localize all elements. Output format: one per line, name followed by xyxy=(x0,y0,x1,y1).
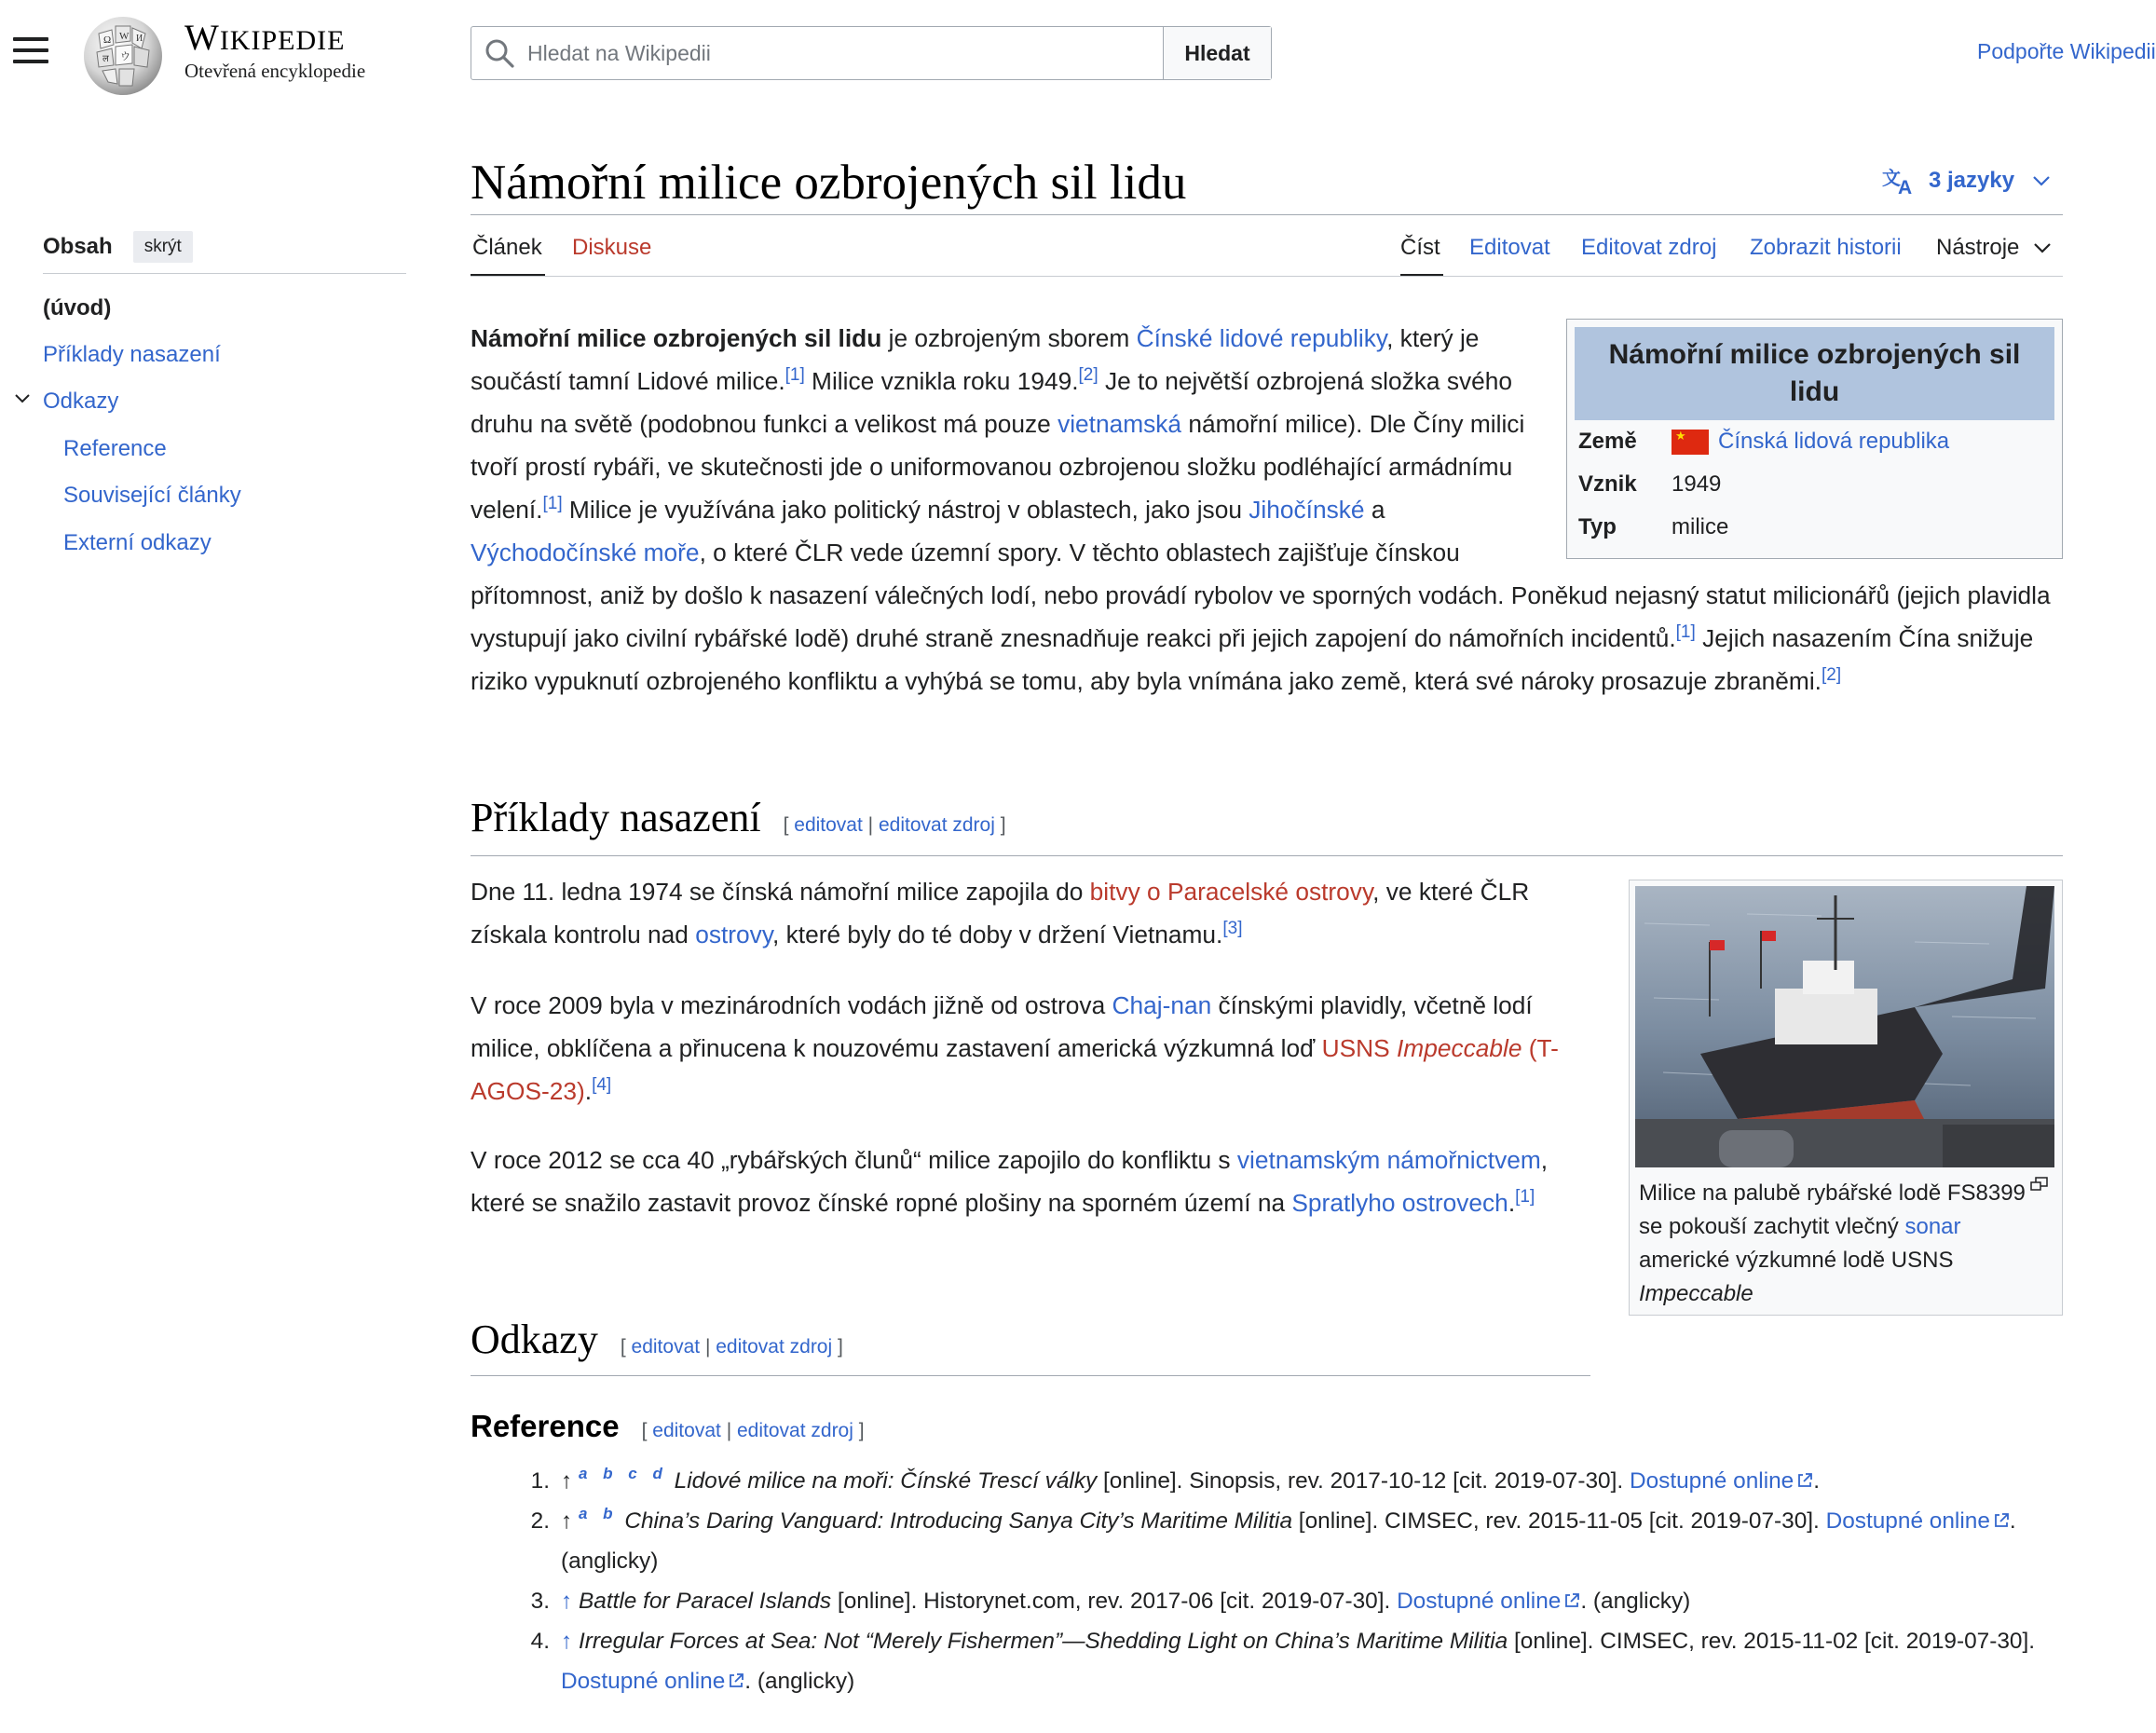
external-link[interactable] xyxy=(1630,1468,1813,1494)
link-part-italic: Impeccable xyxy=(1397,1034,1522,1062)
link-part: USNS xyxy=(1321,1034,1397,1062)
text: . xyxy=(1508,1189,1516,1217)
citation[interactable]: [2] xyxy=(1078,365,1098,385)
citation[interactable]: [2] xyxy=(1821,665,1842,685)
text: . xyxy=(584,1077,593,1105)
link-clr[interactable]: Čínské lidové republiky xyxy=(1136,324,1387,352)
text: , které se snažilo zastavit provoz čínské ropné plošiny na sporném území na xyxy=(471,1146,1549,1217)
svg-text:W: W xyxy=(119,31,130,42)
page-title: Námořní milice ozbrojených sil lidu xyxy=(471,156,1187,210)
svg-text:文: 文 xyxy=(1882,167,1901,189)
reference-text: [online]. Sinopsis, rev. 2017-10-12 [cit. 2019-07-30]. xyxy=(1097,1468,1630,1494)
text: , o které ČLR vede územní spory. V těchto oblastech zajišťuje čínskou přítomnost, aniž by došlo k nasazení válečných lodí, nebo provádí rybolov ve sporných vodách. Poněkud nejasný statut milicionářů (jejich plavidla vystupují jako civilní rybářské lodě) druhé straně znesnadňuje reakci při jejich zapojení do námořních incidentů. xyxy=(471,539,2051,652)
svg-text:И: И xyxy=(136,34,143,44)
section-title: Příklady nasazení xyxy=(471,795,761,840)
search-icon xyxy=(484,38,514,68)
external-link-label: Dostupné online xyxy=(1825,1508,1990,1534)
tab-history[interactable]: Zobrazit historii xyxy=(1750,235,1902,260)
caption-text: Milice na palubě rybářské lodě FS8399 se pokouší zachytit vlečný xyxy=(1639,1180,2026,1239)
link-ostrovy[interactable]: ostrovy xyxy=(695,921,773,948)
tab-talk[interactable]: Diskuse xyxy=(572,235,652,260)
reference-item xyxy=(522,1621,2068,1701)
toc-item-priklady[interactable]: Příklady nasazení xyxy=(43,342,221,367)
toc-item-reference[interactable]: Reference xyxy=(63,436,167,461)
menu-icon-bar xyxy=(13,37,48,41)
edit-link[interactable]: editovat xyxy=(794,814,863,836)
caption-italic: Impeccable xyxy=(1639,1281,1753,1306)
chevron-down-icon xyxy=(2031,173,2052,188)
infobox-label: Vznik xyxy=(1578,471,1637,497)
bracket: ] xyxy=(858,1420,865,1441)
citation[interactable]: [1] xyxy=(1675,622,1696,642)
reference-item xyxy=(522,1581,2068,1621)
text: V roce 2012 se cca 40 „rybářských člunů“ milice zapojilo do konfliktu s xyxy=(471,1146,1237,1174)
link-vychodocinske[interactable]: Východočínské moře xyxy=(471,539,700,566)
text: je ozbrojeným sborem xyxy=(881,324,1137,352)
tab-edit[interactable]: Editovat xyxy=(1469,235,1550,260)
section-edit-links xyxy=(784,814,1006,837)
paragraph-2009 xyxy=(471,984,1589,1112)
donate-link[interactable]: Podpořte Wikipedii xyxy=(1977,39,2156,63)
section-heading-priklady xyxy=(471,794,1006,841)
section-edit-links xyxy=(621,1336,843,1358)
language-count: 3 jazyky xyxy=(1929,168,2015,193)
language-button[interactable] xyxy=(1882,166,2063,196)
reference-tail: . xyxy=(1813,1468,1821,1494)
svg-text:Ω: Ω xyxy=(103,34,112,46)
infobox-title: Námořní milice ozbrojených sil lidu xyxy=(1575,327,2054,420)
text: Milice vznikla roku 1949. xyxy=(804,367,1079,395)
reference-item xyxy=(522,1501,2068,1581)
backlink-arrow: ↑ xyxy=(561,1468,573,1494)
toc-hide-button[interactable]: skrýt xyxy=(133,231,193,263)
citation[interactable]: [1] xyxy=(542,494,563,513)
reference-tail: . (anglicky) xyxy=(744,1669,855,1694)
citation[interactable]: [1] xyxy=(1515,1187,1535,1207)
svg-text:ल: ल xyxy=(102,54,109,64)
chevron-down-icon[interactable] xyxy=(13,389,32,408)
reference-title: Irregular Forces at Sea: Not “Merely Fishermen”—Shedding Light on China’s Maritime Militia xyxy=(578,1629,1508,1654)
toc-divider xyxy=(43,273,406,274)
tab-read[interactable]: Číst xyxy=(1400,235,1440,260)
link-chaj-nan[interactable]: Chaj-nan xyxy=(1112,991,1212,1019)
infobox-value: 1949 xyxy=(1672,471,1722,497)
site-tagline: Otevřená encyklopedie xyxy=(184,60,366,82)
tab-tools[interactable] xyxy=(1936,235,2053,261)
section-title: Odkazy xyxy=(471,1317,598,1362)
toc-item-odkazy[interactable]: Odkazy xyxy=(43,389,119,414)
reference-title: China’s Daring Vanguard: Introducing Sanya City’s Maritime Militia xyxy=(624,1508,1293,1534)
infobox-label: Typ xyxy=(1578,514,1617,539)
intro-paragraph xyxy=(471,317,2063,703)
tab-tools-label: Nástroje xyxy=(1936,235,2020,260)
link-vietnamska[interactable]: vietnamská xyxy=(1058,410,1182,438)
china-flag-icon xyxy=(1672,430,1709,455)
external-link-label: Dostupné online xyxy=(561,1669,726,1694)
section-divider xyxy=(471,1375,1590,1376)
bracket: ] xyxy=(1000,814,1006,836)
reference-number: 2. xyxy=(530,1508,550,1534)
backlink-letters[interactable]: a b c d xyxy=(578,1465,668,1482)
infobox-value: milice xyxy=(1672,514,1729,539)
toc-item-externi[interactable]: Externí odkazy xyxy=(63,530,212,555)
country-link[interactable]: Čínská lidová republika xyxy=(1718,429,1950,454)
text: , který je součástí tamní Lidové milice. xyxy=(471,324,1480,395)
toc-item-intro[interactable]: (úvod) xyxy=(43,295,112,321)
external-link[interactable] xyxy=(1826,1508,2010,1534)
toc-header xyxy=(43,231,193,263)
tab-article[interactable]: Článek xyxy=(472,235,542,260)
menu-icon-bar xyxy=(13,48,48,52)
bracket: [ xyxy=(641,1420,648,1441)
text: Milice je využívána jako politický nástroj v oblastech, jako jsou xyxy=(562,496,1249,524)
reference-tail: . (anglicky) xyxy=(561,1508,2016,1574)
separator: | xyxy=(704,1336,711,1358)
toc-item-souvisejici[interactable]: Související články xyxy=(63,483,241,508)
image-caption xyxy=(1635,1167,2056,1311)
text: V roce 2009 byla v mezinárodních vodách jižně od ostrova xyxy=(471,991,1112,1019)
infobox-row-country xyxy=(1575,420,2054,463)
text: , ve které ČLR získala kontrolu nad xyxy=(471,878,1530,948)
link-spratly[interactable]: Spratlyho ostrovech xyxy=(1291,1189,1508,1217)
text: Jejich nasazením Čína snižuje riziko vypuknutí ozbrojeného konfliktu a vyhýbá se tomu, aby byla vnímána jako země, která své nároky prosazuje zbraněmi. xyxy=(471,624,2034,695)
reference-text: [online]. CIMSEC, rev. 2015-11-02 [cit. 2019-07-30]. xyxy=(1508,1629,2036,1654)
section-edit-links xyxy=(642,1420,865,1442)
infobox-value xyxy=(1672,420,1949,463)
wikipedia-globe-logo[interactable] xyxy=(80,13,166,99)
text: a xyxy=(1364,496,1385,524)
separator: | xyxy=(867,814,874,836)
bracket: [ xyxy=(783,814,789,836)
edit-link[interactable]: editovat xyxy=(652,1420,721,1441)
reference-number: 4. xyxy=(530,1629,550,1654)
bracket: ] xyxy=(838,1336,843,1358)
text: čínskými plavidly, včetně lodí milice, obklíčena a přinucena k nouzovému zastavení americká výzkumná loď xyxy=(471,991,1533,1062)
text: Dne 11. ledna 1974 se čínská námořní milice zapojila do xyxy=(471,878,1090,906)
reference-number: 1. xyxy=(530,1468,550,1494)
magnify-icon[interactable] xyxy=(2030,1177,2049,1192)
reference-title: Lidové milice na moři: Čínské Trescí války xyxy=(674,1468,1098,1494)
backlink-letters[interactable]: a b xyxy=(578,1505,619,1522)
external-link-icon xyxy=(1563,1592,1580,1609)
reference-text: [online]. Historynet.com, rev. 2017-06 [cit. 2019-07-30]. xyxy=(831,1589,1398,1614)
search-input[interactable] xyxy=(527,41,1163,66)
backlink-arrow[interactable]: ↑ xyxy=(561,1589,573,1614)
external-link-icon xyxy=(728,1672,744,1689)
external-link[interactable] xyxy=(561,1669,744,1694)
external-link-label: Dostupné online xyxy=(1629,1468,1794,1494)
text: , které byly do té doby v držení Vietnamu. xyxy=(772,921,1223,948)
external-link[interactable] xyxy=(1397,1589,1580,1614)
main-menu-button[interactable] xyxy=(13,37,48,65)
infobox-row-founded xyxy=(1575,463,2054,506)
tabs-divider xyxy=(471,276,2063,277)
subsection-heading-reference xyxy=(471,1409,865,1444)
chevron-down-icon xyxy=(2032,240,2053,255)
paragraph-2012 xyxy=(471,1139,1589,1224)
image-thumbnail xyxy=(1629,880,2063,1316)
backlink-arrow: ↑ xyxy=(561,1508,573,1534)
citation[interactable]: [4] xyxy=(592,1075,612,1095)
link-vietnamske-namornictvo[interactable]: vietnamským námořnictvem xyxy=(1236,1146,1541,1174)
edit-link[interactable]: editovat xyxy=(631,1336,701,1358)
citation[interactable]: [3] xyxy=(1222,919,1243,938)
text: Je to největší ozbrojená složka svého druhu na světě (podobnou funkci a velikost má pouze xyxy=(471,367,1513,438)
external-link-icon xyxy=(1993,1512,2010,1529)
svg-text:ウ: ウ xyxy=(120,51,130,62)
toc-title: Obsah xyxy=(43,234,113,259)
search-input-wrapper[interactable] xyxy=(471,27,1163,79)
reference-item xyxy=(522,1461,2068,1501)
ship-photo[interactable] xyxy=(1635,886,2054,1167)
section-divider xyxy=(471,855,2063,856)
link-sonar[interactable]: sonar xyxy=(1904,1214,1961,1239)
infobox-label: Země xyxy=(1578,429,1637,454)
text: námořní milice). Dle Číny milici tvoří prostí rybáři, ve skutečnosti jde o uniformovanou ozbrojenou složku podléhající armádnímu velení. xyxy=(471,410,1525,524)
edit-source-link[interactable]: editovat zdroj xyxy=(737,1420,853,1441)
reference-text: [online]. CIMSEC, rev. 2015-11-05 [cit. 2019-07-30]. xyxy=(1292,1508,1826,1534)
external-link-label: Dostupné online xyxy=(1397,1589,1562,1614)
reference-tail: . (anglicky) xyxy=(1580,1589,1691,1614)
edit-source-link[interactable]: editovat zdroj xyxy=(716,1336,833,1358)
redlink-bitvy[interactable]: bitvy o Paracelské ostrovy xyxy=(1089,878,1373,906)
search-form xyxy=(471,26,1272,80)
reference-list xyxy=(522,1461,2068,1701)
caption-text: americké výzkumné lodě USNS xyxy=(1639,1248,1954,1273)
backlink-arrow[interactable]: ↑ xyxy=(561,1629,573,1654)
bracket: [ xyxy=(620,1336,626,1358)
translate-icon xyxy=(1882,166,1917,196)
citation[interactable]: [1] xyxy=(785,365,805,385)
subsection-title: Reference xyxy=(471,1409,620,1443)
lead-bold: Námořní milice ozbrojených sil lidu xyxy=(471,324,882,352)
search-button[interactable]: Hledat xyxy=(1163,27,1271,79)
edit-source-link[interactable]: editovat zdroj xyxy=(878,814,995,836)
link-part: (T-AGOS-23) xyxy=(471,1034,1559,1105)
link-jihocinske[interactable]: Jihočínské xyxy=(1249,496,1365,524)
reference-title: Battle for Paracel Islands xyxy=(578,1589,832,1614)
title-divider xyxy=(471,214,2063,215)
external-link-icon xyxy=(1796,1472,1813,1489)
infobox xyxy=(1566,319,2063,559)
svg-text:A: A xyxy=(1898,177,1913,198)
tab-edit-source[interactable]: Editovat zdroj xyxy=(1581,235,1717,260)
wikipedia-wordmark[interactable]: WIKIPEDIE xyxy=(184,18,346,58)
section-heading-odkazy xyxy=(471,1316,843,1363)
separator: | xyxy=(726,1420,732,1441)
paragraph-1974 xyxy=(471,870,1589,956)
infobox-row-type xyxy=(1575,506,2054,549)
menu-icon-bar xyxy=(13,60,48,63)
reference-number: 3. xyxy=(530,1589,550,1614)
